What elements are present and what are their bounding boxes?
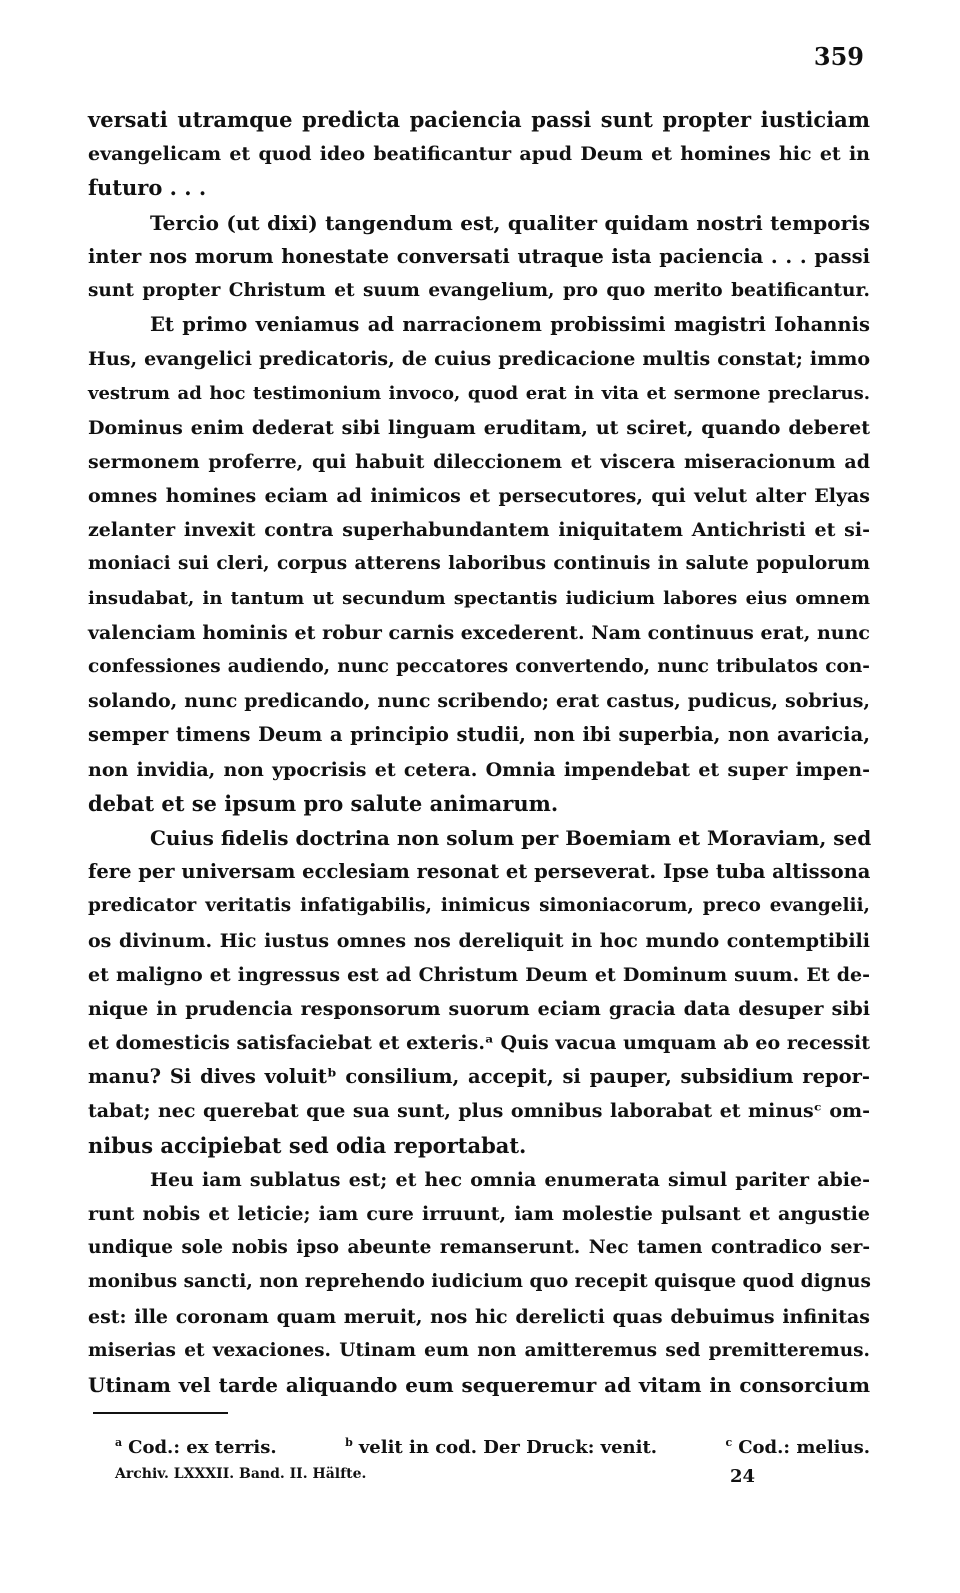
text-line: predicator veritatis infatigabilis, inimicus simoniacorum, preco evangelii,: [88, 895, 870, 917]
text-line: inter nos morum honestate conversati utraque ista paciencia . . . passi: [88, 244, 870, 268]
footnote-rule: [93, 1412, 228, 1414]
text-line: confessiones audiendo, nunc peccatores convertendo, nunc tribulatos con-: [88, 656, 870, 677]
text-line: debat et se ipsum pro salute animarum.: [88, 790, 559, 816]
footnote: [726, 1436, 870, 1458]
footnote-mark: c: [725, 1436, 733, 1449]
text-line: zelanter invexit contra superhabundantem iniquitatem Antichristi et si-: [88, 519, 870, 542]
text-line: nibus accipiebat sed odia reportabat.: [88, 1132, 527, 1158]
text-line: nique in prudencia responsorum suorum eciam gracia data desuper sibi: [88, 997, 870, 1020]
text-line: runt nobis et leticie; iam cure irruunt, iam molestie pulsant et angustie: [88, 1203, 870, 1225]
footnote-text: Cod.: ex terris.: [128, 1437, 277, 1458]
text-line: solando, nunc predicando, nunc scribendo; erat castus, pudicus, sobrius,: [88, 690, 870, 713]
text-line: vestrum ad hoc testimonium invoco, quod erat in vita et sermone preclarus.: [88, 382, 870, 404]
text-line: moniaci sui cleri, corpus atterens laboribus continuis in salute populorum: [88, 553, 870, 575]
text-line: sermonem proferre, qui habuit dileccionem et viscera miseracionum ad: [88, 450, 870, 473]
signature-label: Archiv. LXXXII. Band. II. Hälfte.: [115, 1466, 367, 1482]
footnote: [115, 1436, 277, 1458]
footnote-text: velit in cod. Der Druck: venit.: [358, 1437, 658, 1458]
footnote-text: Cod.: melius.: [738, 1437, 870, 1458]
text-line: futuro . . .: [88, 175, 207, 201]
signature-number: 24: [729, 1466, 755, 1487]
text-line: Cuius fidelis doctrina non solum per Boemiam et Moraviam, sed: [150, 825, 872, 850]
text-line: fere per universam ecclesiam resonat et perseverat. Ipse tuba altissona: [88, 860, 871, 884]
text-line: evangelicam et quod ideo beatificantur apud Deum et homines hic et in: [88, 143, 870, 166]
text-line: et maligno et ingressus est ad Christum Deum et Dominum suum. Et de-: [88, 963, 870, 986]
text-line: Heu iam sublatus est; et hec omnia enumerata simul pariter abie-: [150, 1168, 870, 1191]
text-line: insudabat, in tantum ut secundum spectantis iudicium labores eius omnem: [88, 587, 870, 609]
text-line: et domesticis satisfaciebat et exteris.ᵃ Quis vacua umquam ab eo recessit: [88, 1032, 870, 1055]
text-line: miserias et vexaciones. Utinam eum non amitteremus sed premitteremus.: [88, 1339, 870, 1361]
text-line: semper timens Deum a principio studii, non ibi superbia, non avaricia,: [88, 723, 870, 747]
printer-signature: [115, 1466, 755, 1487]
page-number: 359: [813, 42, 864, 71]
footnote-mark: a: [115, 1436, 123, 1449]
text-line: Et primo veniamus ad narracionem probissimi magistri Iohannis: [150, 313, 870, 337]
text-line: tabat; nec querebat que sua sunt, plus omnibus laborabat et minusᶜ om-: [88, 1100, 870, 1123]
text-line: sunt propter Christum et suum evangelium, pro quo merito beatificantur.: [88, 279, 870, 301]
footnote: [345, 1436, 657, 1458]
text-line: Dominus enim dederat sibi linguam eruditam, ut sciret, quando deberet: [88, 416, 870, 439]
text-line: omnes homines eciam ad inimicos et persecutores, qui velut alter Elyas: [88, 485, 870, 508]
footnote-mark: b: [345, 1436, 353, 1449]
text-line: Hus, evangelici predicatoris, de cuius predicacione multis constat; immo: [88, 348, 870, 371]
text-line: Tercio (ut dixi) tangendum est, qualiter quidam nostri temporis: [150, 210, 870, 235]
text-line: valenciam hominis et robur carnis excederent. Nam continuus erat, nunc: [88, 621, 870, 644]
text-line: est: ille coronam quam meruit, nos hic derelicti quas debuimus infinitas: [88, 1305, 870, 1328]
text-line: monibus sancti, non reprehendo iudicium quo recepit quisque quod dignus: [88, 1271, 871, 1293]
text-line: os divinum. Hic iustus omnes nos dereliquit in hoc mundo contemptibili: [88, 929, 870, 952]
footnotes: [115, 1436, 870, 1458]
body-text: [88, 103, 870, 1402]
text-line: Utinam vel tarde aliquando eum sequeremur ad vitam in consorcium: [88, 1372, 870, 1397]
text-line: manu? Si dives voluitᵇ consilium, accepit, si pauper, subsidium repor-: [88, 1065, 870, 1089]
text-line: undique sole nobis ipso abeunte remanserunt. Nec tamen contradico ser-: [88, 1237, 870, 1259]
text-line: versati utramque predicta paciencia passi sunt propter iusticiam: [88, 107, 870, 132]
text-line: non invidia, non ypocrisis et cetera. Omnia impendebat et super impen-: [88, 758, 870, 781]
